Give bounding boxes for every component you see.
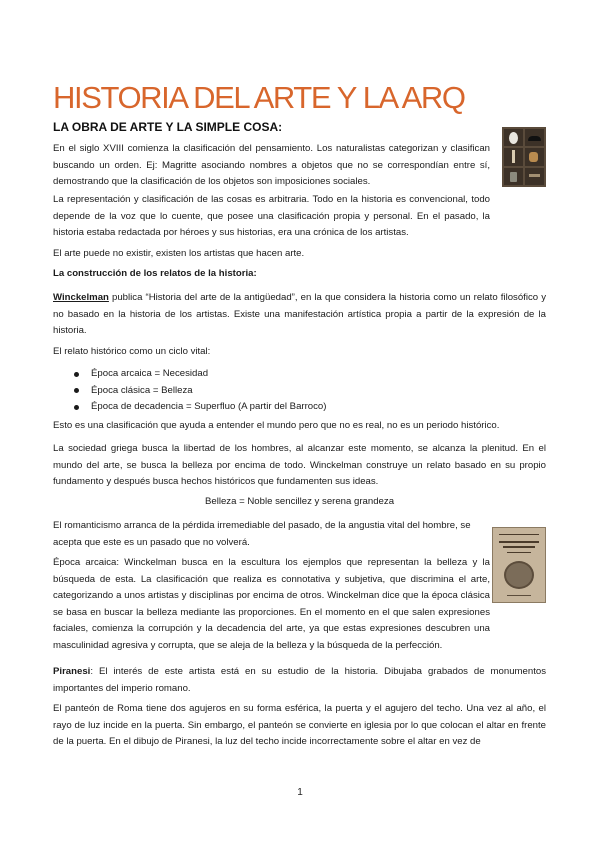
paragraph-art-existence: El arte puede no existir, existen los artistas que hacen arte. bbox=[53, 248, 305, 259]
list-item: Época de decadencia = Superfluo (A partir del Barroco) bbox=[74, 399, 326, 416]
bullet-icon bbox=[74, 372, 79, 377]
paragraph-not-real: Esto es una clasificación que ayuda a entender el mundo pero que no es real, no es un periodo histórico. bbox=[53, 420, 500, 431]
paragraph-pantheon: El panteón de Roma tiene dos agujeros en su forma esférica, la puerta y el agujero del techo. Una vez al año, el rayo de luz incide en la puerta. Sin embargo, el panteón se convierte en iglesia por lo que colocan el altar en frente de la puerta. En el dibujo de Piranesi, la luz del techo incide incorrectamente sobre el altar en vez de bbox=[53, 703, 546, 747]
bullet-list bbox=[74, 366, 326, 416]
section-heading: La construcción de los relatos de la historia: bbox=[53, 268, 257, 279]
paragraph-classification: En el siglo XVIII comienza la clasificación del pensamiento. Los naturalistas categorizan y clasifican buscando un orden. Ej: Magritte asociando nombres a objetos que no se correspondían entre sí, demostrando que la clasificación de los objetos son imposiciones sociales. bbox=[53, 143, 490, 187]
winckelman-text: publica “Historia del arte de la antigüedad”, en la que considera la historia como un relato filosófico y no basado en la historia de los artistas. Existe una manifestación artística propia a partir de la expresión de la historia. bbox=[53, 292, 546, 336]
paragraph-romanticism: El romanticismo arranca de la pérdida irremediable del pasado, de la angustia vital del hombre, se acepta que este es un pasado que no volverá. bbox=[53, 520, 471, 548]
page-number: 1 bbox=[297, 787, 303, 798]
paragraph-winckelman bbox=[53, 290, 546, 340]
document-title: HISTORIA DEL ARTE Y LA ARQ bbox=[53, 80, 465, 115]
piranesi-text: : El interés de este artista está en su estudio de la historia. Dibujaba grabados de monumentos importantes del imperio romano. bbox=[53, 666, 546, 694]
list-item: Época clásica = Belleza bbox=[74, 383, 326, 400]
paragraph-representation: La representación y clasificación de las cosas es arbitraria. Todo en la historia es convencional, todo depende de la voz que lo cuente, que posee una clasificación propia y personal. En el pasado, la historia estaba redactada por héroes y sus historias, era una crónica de los artistas. bbox=[53, 194, 490, 238]
winckelman-book-image bbox=[492, 527, 546, 603]
paragraph-greek-society: La sociedad griega busca la libertad de los hombres, al alcanzar este momento, se alcanza la plenitud. En el mundo del arte, se busca la belleza por encima de todo. Winckelman construye un relato basado en su propio fundamento y después busca hechos históricos que fundamenten sus ideas. bbox=[53, 443, 546, 487]
winckelman-name: Winckelman bbox=[53, 292, 109, 303]
quote-beauty: Belleza = Noble sencillez y serena grandeza bbox=[204, 496, 395, 507]
piranesi-name: Piranesi bbox=[53, 666, 91, 677]
list-item: Época arcaica = Necesidad bbox=[74, 366, 326, 383]
paragraph-archaic-epoch: Época arcaica: Winckelman busca en la escultura los ejemplos que representan la belleza y la búsqueda de esta. La clasificación que realiza es connotativa y subjetiva, que discrimina el arte, categorizando a unos artistas y disciplinas por encima de otros. Winckelman dice que la época clásica se basa en buscar la belleza mediante las proporciones. En el momento en el que salen expresiones faciales, comienza la corrupción y la decadencia del arte, ya que estas expresiones descubren una masculinidad agresiva y corrupta, que se aleja de la belleza y la búsqueda de la perfección. bbox=[53, 557, 490, 651]
section-subtitle: LA OBRA DE ARTE Y LA SIMPLE COSA: bbox=[53, 120, 283, 134]
paragraph-life-cycle: El relato histórico como un ciclo vital: bbox=[53, 346, 211, 357]
bullet-icon bbox=[74, 388, 79, 393]
magritte-objects-image bbox=[502, 127, 546, 187]
bullet-icon bbox=[74, 405, 79, 410]
paragraph-piranesi bbox=[53, 664, 546, 697]
